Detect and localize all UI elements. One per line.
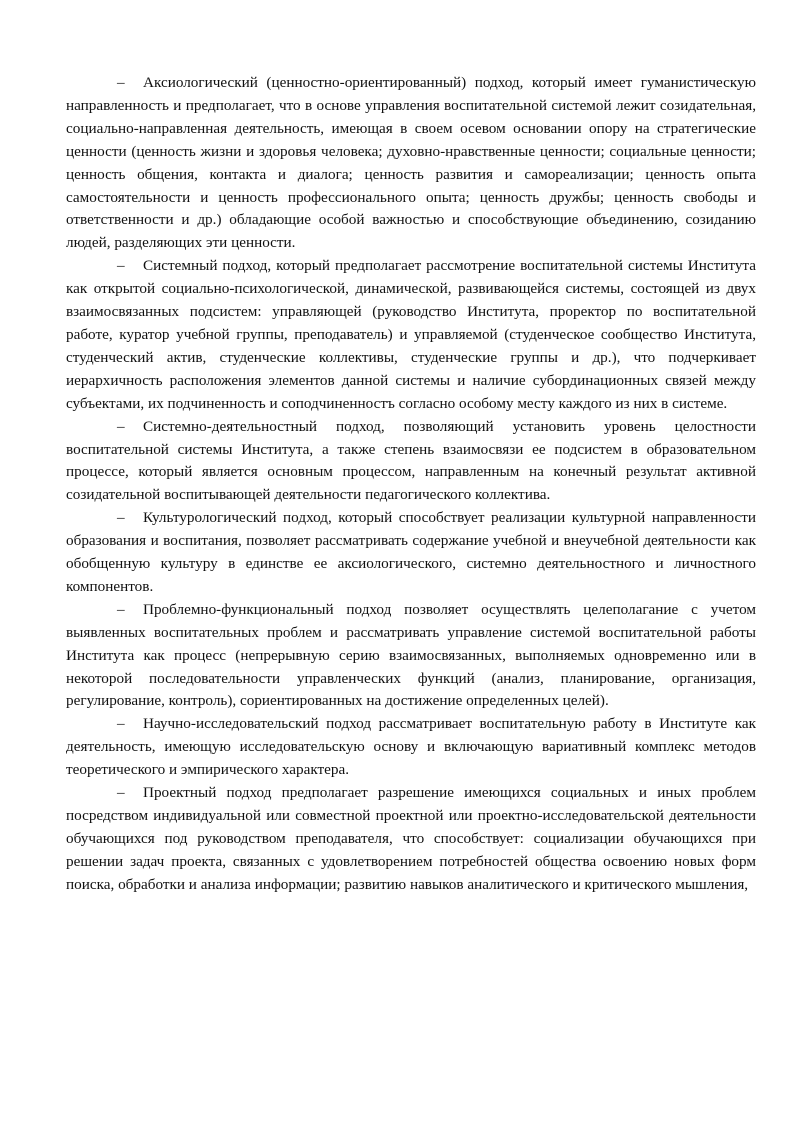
paragraph-culturological-approach — [66, 507, 756, 599]
list-dash: – — [117, 715, 125, 733]
paragraph-system-activity-approach — [66, 416, 756, 508]
paragraph-problem-functional-approach — [66, 599, 756, 714]
paragraph-text: Проектный подход предполагает разрешение имеющихся социальных и иных проблем посредством индивидуальной или совместной проектной или проектно-исследовательской деятельности обучающихся под руководством преподавателя, что способствует: социализации обучающихся при решении задач проекта, связанных с удовлетворением потребностей общества освоению новых форм поиска, обработки и анализа информации; развитию навыков аналитического и критического мышления, — [66, 784, 756, 893]
paragraph-text: Системно-деятельностный подход, позволяющий установить уровень целостности воспитательной системы Института, а также степень взаимосвязи ее подсистем в образовательном процессе, который является основным процессом, направленным на конечный результат активной созидательной воспитывающей деятельности педагогического коллектива. — [66, 417, 756, 504]
paragraph-system-approach — [66, 255, 756, 415]
paragraph-text: Научно-исследовательский подход рассматривает воспитательную работу в Институте как деятельность, имеющую исследовательскую основу и включающую вариативный комплекс методов теоретического и эмпирического характера. — [66, 715, 756, 779]
list-dash: – — [117, 74, 125, 91]
list-dash: – — [117, 417, 125, 435]
list-dash: – — [117, 600, 125, 618]
paragraph-text: Культурологический подход, который способствует реализации культурной направленности образования и воспитания, позволяет рассматривать содержание учебной и внеучебной деятельности как обобщенную культуру в единстве ее аксиологического, системно деятельностного и личностного компонентов. — [66, 509, 756, 595]
paragraph-project-approach — [66, 782, 756, 897]
paragraph-axiological-approach — [66, 72, 756, 255]
document-page — [66, 72, 756, 897]
paragraph-text: Проблемно-функциональный подход позволяет осуществлять целеполагание с учетом выявленных воспитательных проблем и рассматривать управление системой воспитательной работы Института как процесс (непрерывную серию взаимосвязанных, выполняемых одновременно или в некоторой последовательности управленческих функций (анализ, планирование, организация, регулирование, контроль), сориентированных на достижение определенных целей). — [66, 600, 756, 710]
list-dash: – — [117, 509, 125, 527]
paragraph-text: Аксиологический (ценностно-ориентированный) подход, который имеет гуманистическую направленность и предполагает, что в основе управления воспитательной системой лежит созидательная, социально-направленная деятельность, имеющая в своем осевом основании опору на стратегические ценности (ценность жизни и здоровья человека; духовно-нравственные ценности; социальные ценности; ценность общения, контакта и диалога; ценность развития и самореализации; ценность опыта самостоятельности и ценность профессионального опыта; ценность дружбы; ценность свободы и ответственности и др.) обладающие особой важностью и способствующие объединению, созиданию людей, разделяющих эти ценности. — [66, 74, 756, 252]
list-dash: – — [117, 784, 125, 802]
paragraph-research-approach — [66, 713, 756, 782]
paragraph-text: Системный подход, который предполагает рассмотрение воспитательной системы Института как открытой социально-психологической, динамической, развивающейся системы, состоящей из двух взаимосвязанных подсистем: управляющей (руководство Института, проректор по воспитательной работе, куратор учебной группы, преподаватель) и управляемой (студенческое сообщество Института, студенческий актив, студенческие коллективы, студенческие группы и др.), что подчеркивает иерархичность расположения элементов данной системы и наличие субординационных связей между субъектами, их подчиненность и соподчиненностъ согласно особому месту каждого из них в системе. — [66, 257, 756, 412]
list-dash: – — [117, 257, 125, 275]
